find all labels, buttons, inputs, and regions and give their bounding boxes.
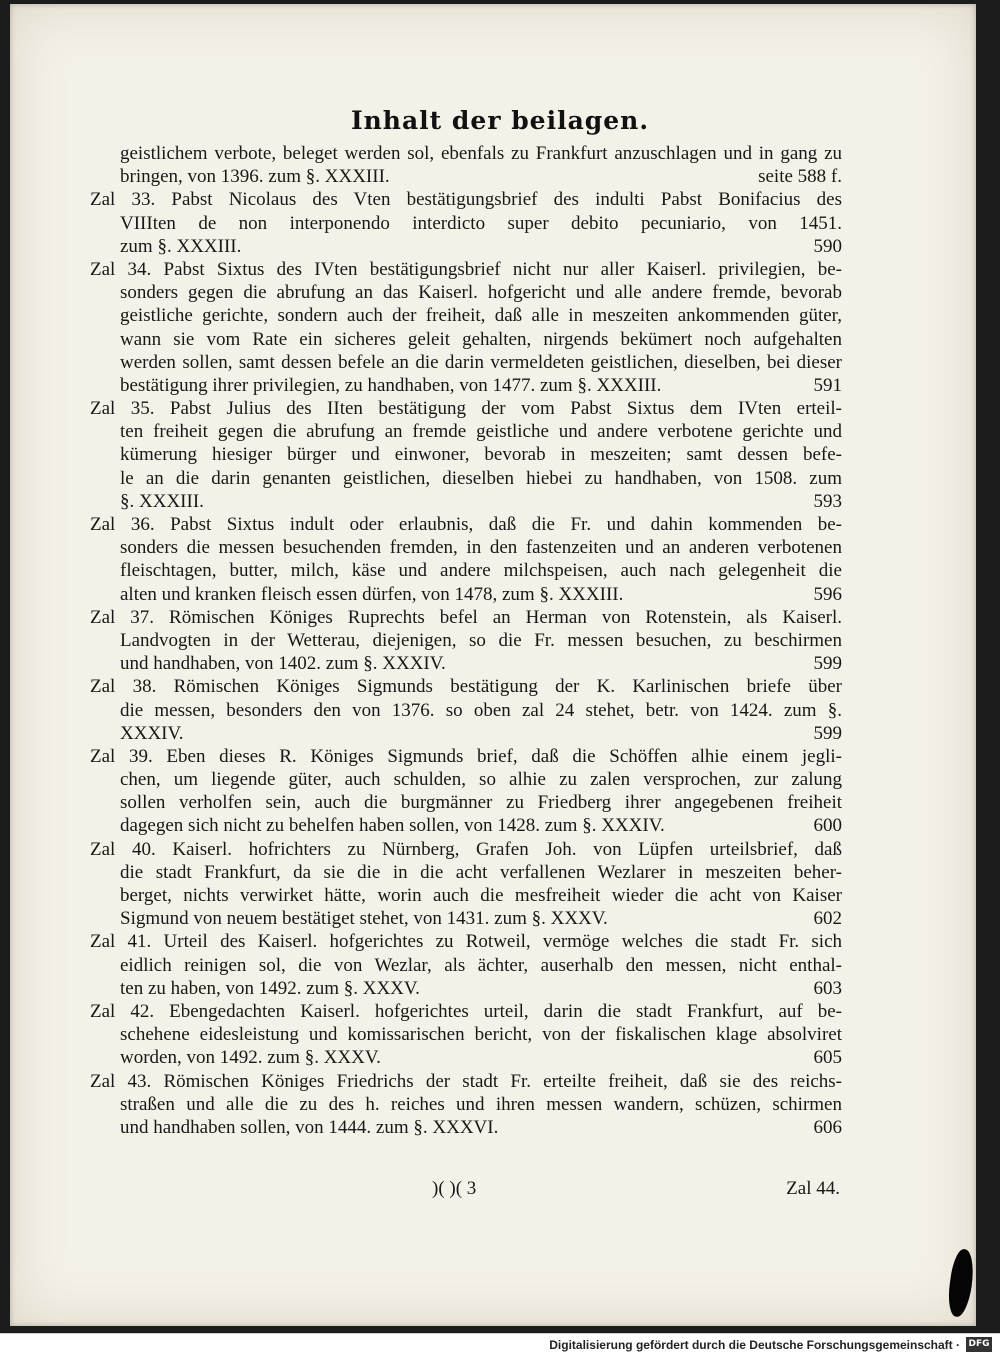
text-line [90, 490, 842, 513]
text-line [90, 1070, 842, 1093]
line-text: Zal 40. Kaiserl. hofrichters zu Nürnberg, Grafen Joh. von Lüpfen urteilsbrief, daß [90, 838, 842, 860]
text-line [90, 443, 842, 466]
text-line [90, 838, 842, 861]
line-text: sollen verholfen sein, auch die burgmänner zu Friedberg ihrer angegebenen freiheit [120, 792, 842, 814]
text-line [90, 907, 842, 930]
page-number: 599 [813, 722, 842, 744]
text-line [90, 675, 842, 698]
line-text: geistlichem verbote, beleget werden sol, ebenfals zu Frankfurt anzuschlagen und in gang zu [120, 143, 842, 164]
text-line [90, 212, 842, 235]
line-text: ten zu haben, von 1492. zum §. XXXV. [120, 977, 420, 999]
line-text: dagegen sich nicht zu behelfen haben sollen, von 1428. zum §. XXXIV. [120, 815, 665, 837]
line-text: Zal 36. Pabst Sixtus indult oder erlaubnis, daß die Fr. und dahin kommenden be- [90, 514, 842, 535]
line-text: bestätigung ihrer privilegien, zu handhaben, von 1477. zum §. XXXIII. [120, 374, 662, 396]
line-text: alten und kranken fleisch essen dürfen, von 1478, zum §. XXXIII. [120, 583, 624, 605]
line-text: sonders gegen die abrufung an das Kaiserl. hofgericht und alle andere fremde, bevorab [120, 282, 842, 304]
line-text: und handhaben, von 1402. zum §. XXXIV. [120, 653, 446, 675]
text-line [90, 977, 842, 1000]
page-number: seite 588 f. [758, 166, 842, 188]
line-text: XXXIV. [120, 722, 184, 744]
page-number: 602 [813, 908, 842, 930]
page-number: 603 [813, 977, 842, 999]
text-line [90, 142, 842, 165]
page-number: 591 [813, 374, 842, 396]
line-text: le an die darin genanten geistlichen, dieselben hiebei zu handhaben, von 1508. zum [120, 467, 842, 489]
line-text: Zal 35. Pabst Julius des IIten bestätigung der vom Pabst Sixtus dem IVten erteil- [90, 398, 842, 420]
line-text: Zal 38. Römischen Königes Sigmunds bestätigung der K. Karlinischen briefe über [90, 676, 842, 698]
line-text: fleischtagen, butter, milch, käse und andere milchspeisen, auch nach gelegenheit die [120, 560, 842, 582]
line-text: Zal 43. Römischen Königes Friedrichs der stadt Fr. erteilte freiheit, daß sie des reichs- [90, 1070, 842, 1092]
catchword: Zal 44. [786, 1178, 840, 1199]
line-text: Zal 42. Ebengedachten Kaiserl. hofgerichtes urteil, darin die stadt Frankfurt, auf be- [90, 1000, 842, 1022]
line-text: und handhaben sollen, von 1444. zum §. XXXVI. [120, 1116, 499, 1138]
ink-blot [945, 1248, 976, 1318]
text-line [90, 629, 842, 652]
text-line [90, 351, 842, 374]
contents-list [90, 142, 842, 1139]
text-line [90, 397, 842, 420]
page-number: 606 [813, 1116, 842, 1138]
credit-bar [0, 1333, 1000, 1356]
page-header: Inhalt der beilagen. [350, 106, 650, 135]
line-text: sonders die messen besuchenden fremden, in den fastenzeiten und an anderen verbotenen [120, 537, 842, 559]
text-line [90, 1046, 842, 1069]
signature-mark: )( )( 3 [432, 1178, 477, 1199]
text-line [90, 791, 842, 814]
text-line [90, 1093, 842, 1116]
text-line [90, 745, 842, 768]
line-text: kümerung hiesiger bürger und einwoner, bevorab in meszeiten; samt dessen befe- [120, 444, 842, 466]
line-text: Zal 34. Pabst Sixtus des IVten bestätigungsbrief nicht nur aller Kaiserl. privilegien, be- [90, 258, 842, 280]
text-line [90, 583, 842, 606]
line-text: Zal 41. Urteil des Kaiserl. hofgerichtes zu Rotweil, vermöge welches die stadt Fr. sich [90, 931, 842, 953]
text-line [90, 420, 842, 443]
page-number: 605 [813, 1047, 842, 1069]
line-text: Zal 37. Römischen Königes Ruprechts befel an Herman von Rotenstein, als Kaiserl. [90, 606, 842, 628]
text-line [90, 699, 842, 722]
text-line [90, 814, 842, 837]
line-text: Landvogten in der Wetterau, diejenigen, so die Fr. messen besuchen, zu beschirmen [120, 629, 842, 651]
line-text: schehene eidesleistung und komissarischen bericht, von der fiskalischen klage absolviret [120, 1024, 842, 1046]
text-line [90, 954, 842, 977]
dfg-logo-icon: DFG [966, 1337, 992, 1352]
text-line [90, 328, 842, 351]
line-text: werden sollen, samt dessen befele an die darin vermeldeten geistlichen, dieselben, bei dieser [120, 351, 842, 373]
text-line [90, 559, 842, 582]
line-text: chen, um liegende güter, auch schulden, so alhie zu zalen versprochen, zur zalung [120, 769, 842, 791]
text-line [90, 235, 842, 258]
text-line [90, 1023, 842, 1046]
page-number: 599 [813, 653, 842, 675]
page-number: 596 [813, 583, 842, 605]
text-line [90, 768, 842, 791]
page-number: 600 [813, 815, 842, 837]
line-text: die messen, besonders den von 1376. so oben zal 24 stehet, betr. von 1424. zum §. [120, 699, 842, 721]
text-line [90, 606, 842, 629]
text-line [90, 652, 842, 675]
text-line [90, 165, 842, 188]
credit-text: Digitalisierung gefördert durch die Deutsche Forschungsgemeinschaft · [549, 1338, 960, 1352]
line-text: wann sie vom Rate ein sicheres geleit gehalten, nirgends bekümert noch aufgehalten [120, 328, 842, 350]
text-line [90, 722, 842, 745]
text-line [90, 467, 842, 490]
line-text: berget, nichts verwirket hätte, worin auch die mesfreiheit wieder die acht von Kaiser [120, 885, 842, 906]
line-text: Zal 39. Eben dieses R. Königes Sigmunds brief, daß die Schöffen alhie einem jegli- [90, 745, 842, 767]
line-text: straßen und alle die zu des h. reiches und ihren messen wandern, schüzen, schirmen [120, 1093, 842, 1115]
line-text: Zal 33. Pabst Nicolaus des Vten bestätigungsbrief des indulti Pabst Bonifacius des [90, 189, 842, 211]
text-line [90, 1116, 842, 1139]
text-line [90, 930, 842, 953]
text-line [90, 374, 842, 397]
line-text: ten freiheit gegen die abrufung an fremde geistliche und andere verbotene gerichte und [120, 421, 842, 443]
text-line [90, 304, 842, 327]
line-text: geistliche gerichte, sondern auch der freiheit, daß alle in meszeiten ankommenden güter, [120, 305, 842, 327]
line-text: §. XXXIII. [120, 490, 204, 512]
text-line [90, 281, 842, 304]
text-line [90, 513, 842, 536]
text-line [90, 1000, 842, 1023]
line-text: worden, von 1492. zum §. XXXV. [120, 1047, 381, 1069]
line-text: Sigmund von neuem bestätiget stehet, von 1431. zum §. XXXV. [120, 908, 608, 930]
page-number: 593 [813, 490, 842, 512]
line-text: eidlich reinigen sol, die von Wezlar, als ächter, auserhalb den messen, nicht enthal- [120, 954, 842, 976]
page-number: 590 [813, 235, 842, 257]
text-line [90, 884, 842, 907]
line-text: bringen, von 1396. zum §. XXXIII. [120, 166, 390, 188]
text-line [90, 188, 842, 211]
text-line [90, 536, 842, 559]
line-text: VIIIten de non interponendo interdicto super debito pecuniario, von 1451. [120, 212, 842, 234]
text-line [90, 258, 842, 281]
line-text: zum §. XXXIII. [120, 235, 242, 257]
line-text: die stadt Frankfurt, da sie die in die acht verfallenen Wezlarer in meszeiten beher- [120, 861, 842, 883]
text-line [90, 861, 842, 884]
